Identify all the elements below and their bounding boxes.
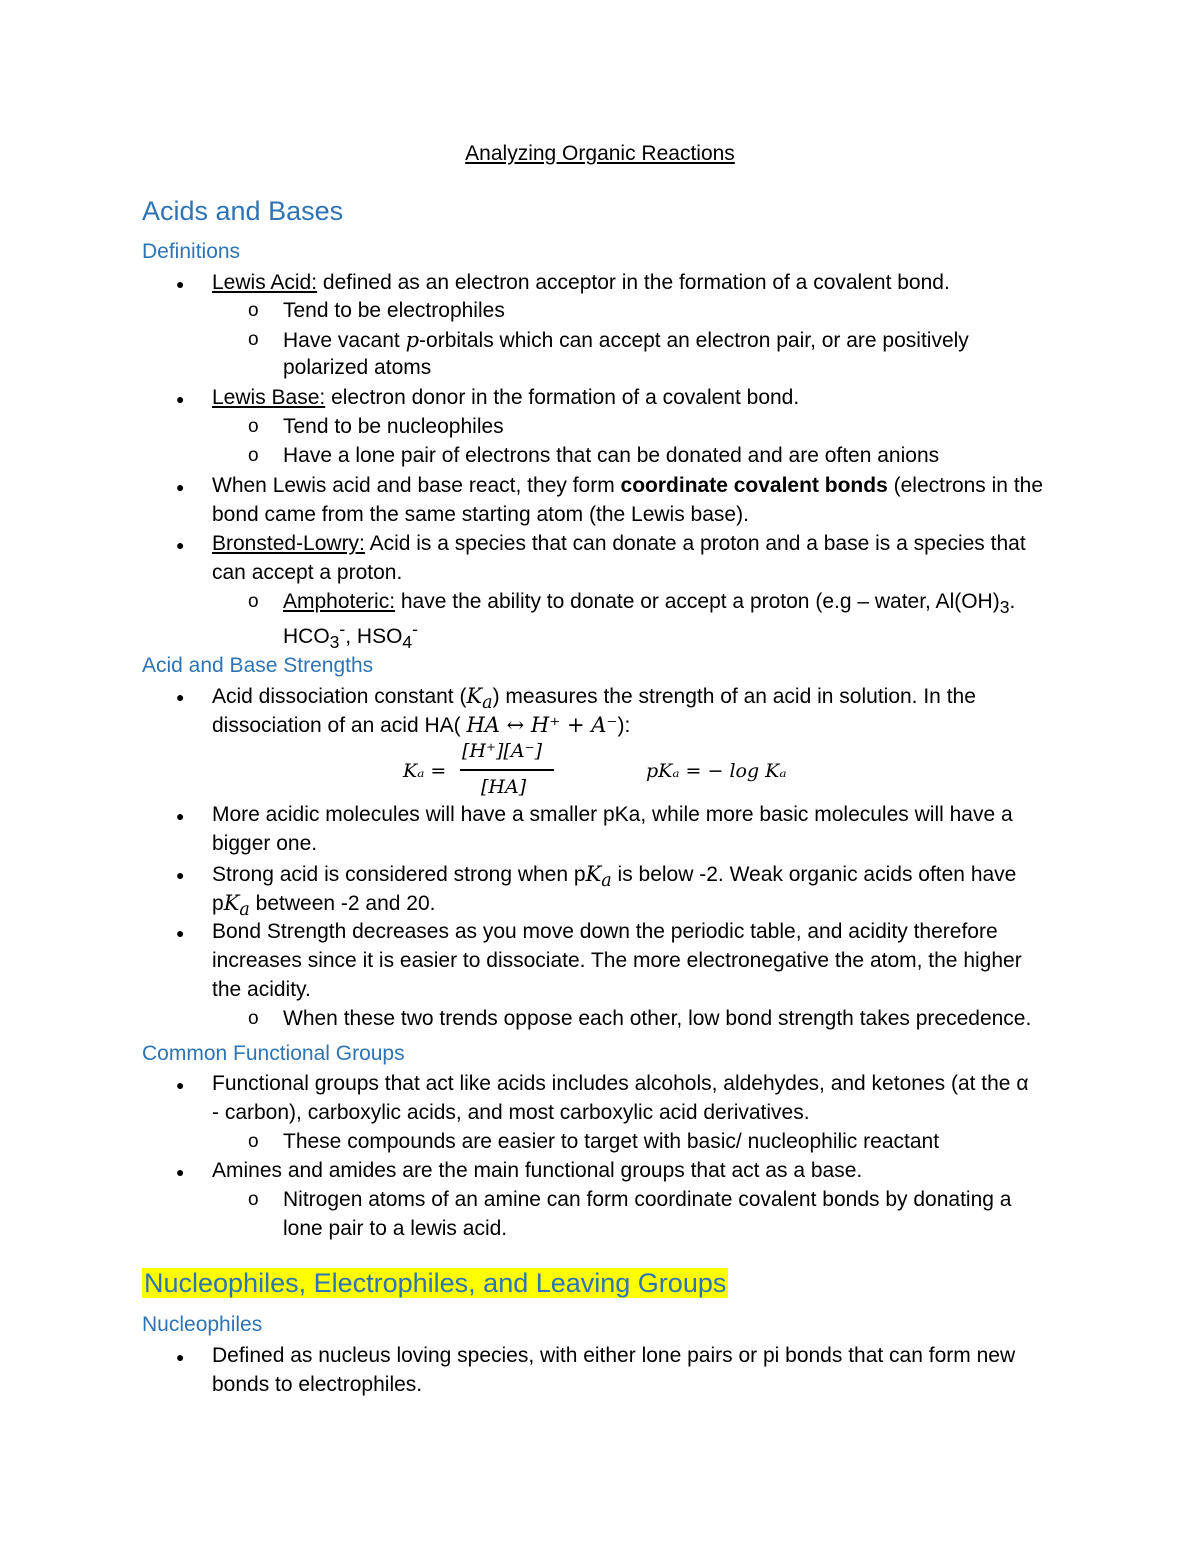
- bond-strength-cont1: increases since it is easier to dissociate. The more electronegative the atom, the higher: [212, 949, 1022, 972]
- strong-text-a: Strong acid is considered strong when p: [212, 863, 586, 886]
- bullet-icon: ●: [176, 867, 185, 883]
- dissociation-equation: HA ↔ H⁺ + A⁻: [466, 713, 618, 737]
- bronsted-lowry-text: Acid is a species that can donate a proton and a base is a species that: [364, 532, 1026, 555]
- p-orbital-symbol: p: [405, 328, 420, 352]
- functional-acids-item: Functional groups that act like acids includes alcohols, aldehydes, and ketones (at the α: [212, 1072, 1029, 1095]
- subscript: 4: [402, 632, 413, 653]
- lewis-acid-sub2-a: Have vacant: [283, 329, 406, 352]
- sub-bullet-icon: o: [248, 329, 259, 350]
- lewis-base-sub2: Have a lone pair of electrons that can be donated and are often anions: [283, 444, 940, 467]
- strong-acid-item: [212, 862, 1016, 891]
- subscript: a: [239, 900, 250, 921]
- hso-text: , HSO: [345, 625, 403, 648]
- functional-acids-cont: - carbon), carboxylic acids, and most carboxylic acid derivatives.: [212, 1101, 810, 1124]
- heading-nucleophiles-electrophiles: [142, 1268, 728, 1299]
- functional-acids-sub: These compounds are easier to target with basic/ nucleophilic reactant: [283, 1130, 940, 1153]
- ka-item: [212, 684, 976, 713]
- coord-text-b: (electrons in the: [887, 474, 1044, 497]
- bullet-icon: ●: [176, 1349, 185, 1365]
- page-title: Analyzing Organic Reactions: [465, 142, 735, 165]
- sub-bullet-icon: o: [248, 300, 259, 321]
- amphoteric-term: Amphoteric:: [283, 590, 396, 613]
- subscript: a: [482, 693, 493, 714]
- strong-text-d: between -2 and 20.: [249, 892, 436, 915]
- functional-bases-item: Amines and amides are the main functional groups that act as a base.: [212, 1159, 863, 1182]
- superscript: -: [412, 619, 418, 639]
- lewis-acid-sub2: [283, 328, 969, 353]
- coordinate-bond-cont: bond came from the same starting atom (the Lewis base).: [212, 503, 749, 526]
- nucleophile-def-cont: bonds to electrophiles.: [212, 1373, 423, 1396]
- amphoteric-item: [283, 590, 1015, 618]
- k-symbol: K: [466, 684, 483, 708]
- fraction-bar: [460, 769, 554, 771]
- subheading-nucleophiles: Nucleophiles: [142, 1313, 263, 1336]
- lewis-acid-text: defined as an electron acceptor in the formation of a covalent bond.: [317, 271, 950, 294]
- sub-bullet-icon: o: [248, 591, 259, 612]
- bullet-icon: ●: [176, 391, 185, 407]
- functional-bases-sub2: lone pair to a lewis acid.: [283, 1217, 508, 1240]
- bond-strength-item: Bond Strength decreases as you move down the periodic table, and acidity therefore: [212, 920, 998, 943]
- pka-item-cont: bigger one.: [212, 832, 318, 855]
- bronsted-lowry-term: Bronsted-Lowry:: [212, 532, 365, 555]
- lewis-base-sub1: Tend to be nucleophiles: [283, 415, 504, 438]
- lewis-acid-sub2-cont: polarized atoms: [283, 356, 432, 379]
- subscript: 3: [329, 632, 340, 653]
- k-symbol: K: [585, 862, 602, 886]
- strong-text-b: is below -2. Weak organic acids often have: [611, 863, 1017, 886]
- lewis-acid-term: Lewis Acid:: [212, 271, 318, 294]
- functional-bases-sub1: Nitrogen atoms of an amine can form coordinate covalent bonds by donating a: [283, 1188, 1012, 1211]
- k-symbol: K: [223, 891, 240, 915]
- pka-item: More acidic molecules will have a smaller pKa, while more basic molecules will have a: [212, 803, 1013, 826]
- bullet-icon: ●: [176, 1164, 185, 1180]
- ka-text-b: ) measures the strength of an acid in solution. In the: [492, 685, 976, 708]
- ka-item-cont: [212, 713, 630, 738]
- strong-acid-cont: [212, 891, 435, 920]
- bullet-icon: ●: [176, 479, 185, 495]
- subheading-functional-groups: Common Functional Groups: [142, 1042, 405, 1065]
- bond-strength-cont2: the acidity.: [212, 978, 311, 1001]
- sub-bullet-icon: o: [248, 416, 259, 437]
- heading-acids-bases: Acids and Bases: [142, 196, 344, 226]
- ka-text-a: Acid dissociation constant (: [212, 685, 467, 708]
- bullet-icon: ●: [176, 537, 185, 553]
- subheading-definitions: Definitions: [142, 240, 241, 263]
- coord-bold-term: coordinate covalent bonds: [620, 474, 888, 497]
- lewis-acid-item: [212, 271, 950, 295]
- bullet-icon: ●: [176, 925, 185, 941]
- coord-text-a: When Lewis acid and base react, they form: [212, 474, 621, 497]
- superscript: -: [339, 619, 346, 639]
- lewis-base-term: Lewis Base:: [212, 386, 326, 409]
- coordinate-bond-item: [212, 474, 1043, 498]
- subscript: a: [601, 871, 612, 892]
- bond-strength-sub: When these two trends oppose each other, low bond strength takes precedence.: [283, 1007, 1032, 1030]
- lewis-base-text: electron donor in the formation of a covalent bond.: [325, 386, 800, 409]
- period: .: [1009, 590, 1016, 613]
- bullet-icon: ●: [176, 808, 185, 824]
- pka-equation: pKₐ = − log Kₐ: [646, 760, 787, 782]
- subscript: 3: [999, 597, 1010, 618]
- equation-denominator: [HA]: [481, 776, 527, 798]
- bullet-icon: ●: [176, 1077, 185, 1093]
- ka-text-d: ):: [617, 714, 631, 737]
- bronsted-lowry-cont: can accept a proton.: [212, 561, 403, 584]
- amphoteric-examples: [283, 619, 418, 653]
- bronsted-lowry-item: [212, 532, 1026, 556]
- lewis-acid-sub1: Tend to be electrophiles: [283, 299, 505, 322]
- sub-bullet-icon: o: [248, 1189, 259, 1210]
- equation-lhs: Kₐ =: [403, 760, 447, 782]
- bullet-icon: ●: [176, 276, 185, 292]
- nucleophile-def-item: Defined as nucleus loving species, with either lone pairs or pi bonds that can form new: [212, 1344, 1016, 1367]
- lewis-base-item: [212, 386, 799, 410]
- sub-bullet-icon: o: [248, 445, 259, 466]
- amphoteric-text: have the ability to donate or accept a proton (e.g – water, Al(OH): [395, 590, 1000, 613]
- equation-numerator: [H⁺][A⁻]: [462, 740, 542, 762]
- highlighted-heading: Nucleophiles, Electrophiles, and Leaving Groups: [144, 1268, 727, 1298]
- subheading-strengths: Acid and Base Strengths: [142, 654, 374, 677]
- ka-text-c: dissociation of an acid HA(: [212, 714, 467, 737]
- sub-bullet-icon: o: [248, 1131, 259, 1152]
- lewis-acid-sub2-b: -orbitals which can accept an electron pair, or are positively: [419, 329, 969, 352]
- bullet-icon: ●: [176, 689, 185, 705]
- strong-text-c: p: [212, 892, 224, 915]
- hco-text: HCO: [283, 625, 330, 648]
- sub-bullet-icon: o: [248, 1008, 259, 1029]
